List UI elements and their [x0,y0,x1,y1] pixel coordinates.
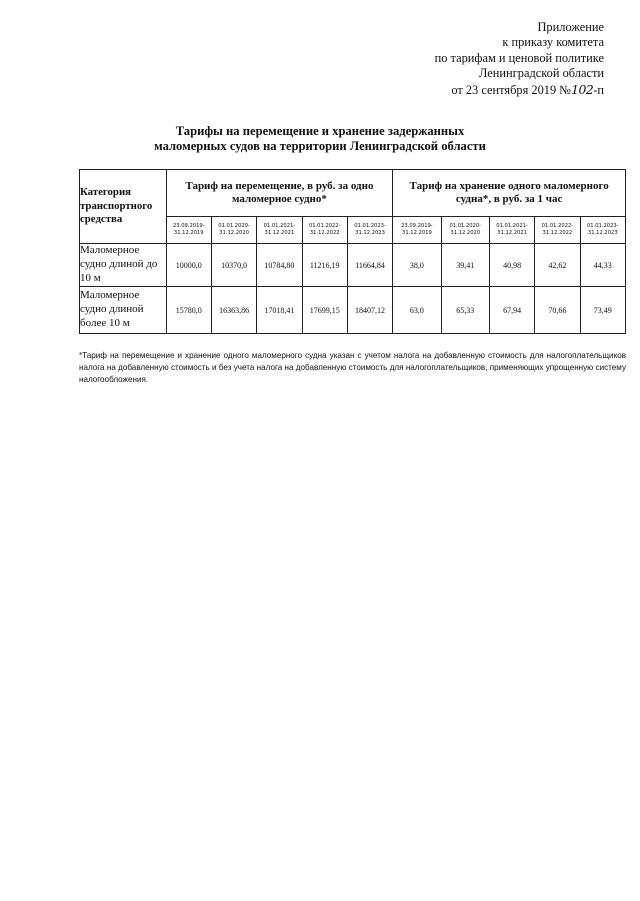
move-tariff-cell: 17699,15 [302,287,347,334]
move-tariff-cell: 16363,86 [211,287,256,334]
period-header: 01.01.2023-31.12.2023 [347,217,392,244]
tariff-footnote: *Тариф на перемещение и хранение одного маломерного судна указан с учетом налога на добавленную стоимость для налогоплательщиков налога на добавленную стоимость и без учета налога на добавленную стоимость для налогоплательщиков, применяющих упрощенную систему налогообложения. [79,351,626,385]
order-date-prefix: от 23 сентября 2019 № [451,82,572,97]
storage-tariff-cell: 39,41 [441,244,489,287]
period-header: 01.01.2022-31.12.2022 [302,217,347,244]
storage-tariff-header: Тариф на хранение одного маломерного судна*, в руб. за 1 час [393,170,626,217]
move-tariff-header: Тариф на перемещение, в руб. за одно маломерное судно* [166,170,393,217]
period-header: 01.01.2021-31.12.2021 [489,217,534,244]
move-tariff-cell: 18407,12 [347,287,392,334]
appendix-line: Ленинградской области [478,66,604,81]
document-title [0,124,640,154]
appendix-line: Приложение [537,20,604,34]
move-tariff-cell: 10370,0 [211,244,256,287]
order-number-handwritten: 102 [571,81,594,97]
storage-tariff-cell: 65,33 [441,287,489,334]
storage-tariff-cell: 42,62 [535,244,580,287]
period-header: 23.09.2019-31.12.2019 [166,217,211,244]
category-header: Категория транспортного средства [80,170,167,244]
vessel-category: Маломерное судно длиной более 10 м [80,287,167,334]
storage-tariff-cell: 38,0 [393,244,441,287]
period-header: 01.01.2020-31.12.2020 [441,217,489,244]
table-row [80,287,626,334]
storage-tariff-cell: 67,94 [489,287,534,334]
period-header: 01.01.2020-31.12.2020 [211,217,256,244]
appendix-line: по тарифам и ценовой политике [434,50,604,65]
storage-tariff-cell: 44,33 [580,244,625,287]
appendix-line: к приказу комитета [502,35,604,50]
vessel-category: Маломерное судно длиной до 10 м [80,244,167,287]
move-tariff-cell: 10000,0 [166,244,211,287]
title-line: Тарифы на перемещение и хранение задержанных [175,124,465,138]
move-tariff-cell: 17018,41 [257,287,302,334]
move-tariff-cell: 11216,19 [302,244,347,287]
tariff-table [79,169,626,334]
appendix-block [364,20,604,98]
title-line: маломерных судов на территории Ленинградской области [154,139,486,153]
storage-tariff-cell: 73,49 [580,287,625,334]
period-header: 01.01.2023-31.12.2023 [580,217,625,244]
period-header: 23.09.2019-31.12.2019 [393,217,441,244]
order-number-suffix: -п [593,82,604,97]
period-header: 01.01.2022-31.12.2022 [535,217,580,244]
order-date-line [364,82,604,98]
storage-tariff-cell: 70,66 [535,287,580,334]
table-row [80,244,626,287]
storage-tariff-cell: 40,98 [489,244,534,287]
move-tariff-cell: 15780,0 [166,287,211,334]
move-tariff-cell: 10784,80 [257,244,302,287]
period-header: 01.01.2021-31.12.2021 [257,217,302,244]
storage-tariff-cell: 63,0 [393,287,441,334]
move-tariff-cell: 11664,84 [347,244,392,287]
